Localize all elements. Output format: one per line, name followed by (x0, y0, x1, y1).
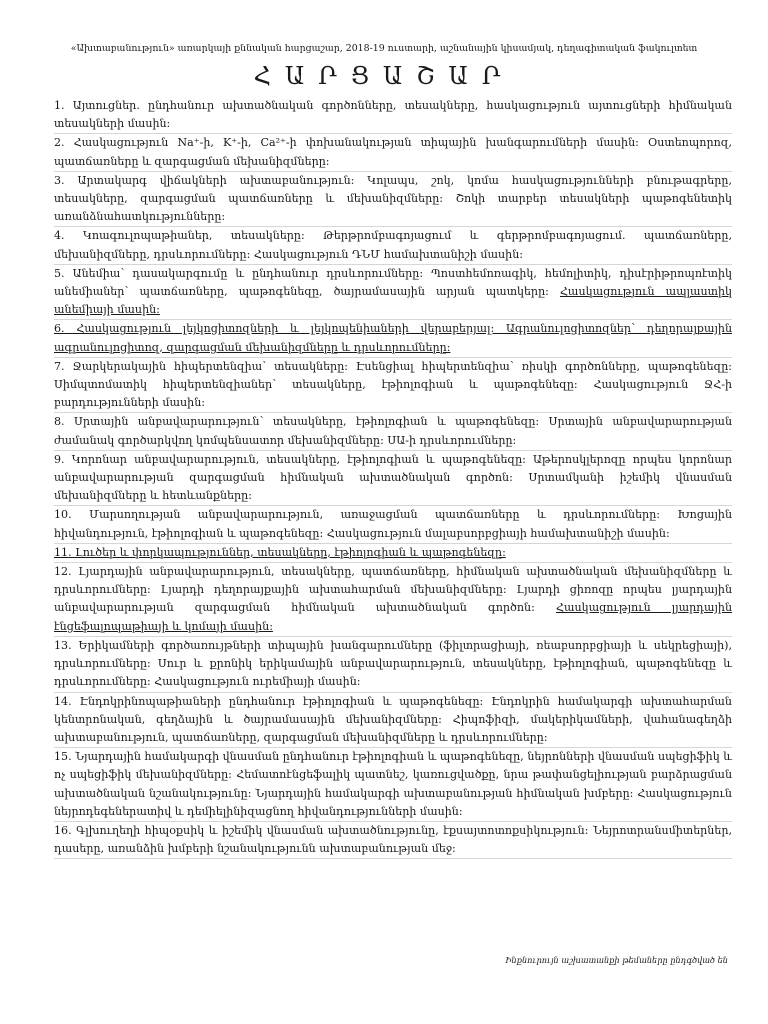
question-text: 2. Հասկացություն Na⁺-ի, K⁺-ի, Ca²⁺-ի փոխանակության տիպային խանգարումների մասին: Օստեոպորոզ, պատճառները և զարգացման մեխանիզմները: (54, 136, 732, 168)
document-header: «Ախտաբանություն» առարկայի քննական հարցաշար, 2018-19 ուստարի, աշնանային կիսամյակ, դեղագիտական ֆակուլտետ (70, 43, 698, 54)
question-item (54, 134, 732, 171)
question-item (54, 506, 732, 543)
question-item (54, 637, 732, 693)
footer-note: Ինքնուրույն աշխատանքի թեմաները ընդգծված են (505, 955, 728, 965)
question-item (54, 97, 732, 134)
question-text: 7. Ջարկերակային հիպերտենզիա՝ տեսակները: Էսենցիալ հիպերտենզիա՝ ռիսկի գործոնները, պաթոգենեզը: Սիմպտոմատիկ հիպերտենզիաներ՝ տեսակները, էթիոլոգիան և պաթոգենեզը: Հասկացություն ՋՀ-ի բարդությունների մասին: (54, 359, 732, 410)
page-title: ՀԱՐՑԱՇԱՐ (253, 62, 515, 90)
question-text: 1. Այտուցներ. ընդհանուր ախտածնական գործոնները, տեսակները, հասկացություն այտուցների հիմնական տեսակների մասին: (54, 99, 732, 131)
question-item (54, 822, 732, 859)
question-item (54, 265, 732, 321)
question-item (54, 451, 732, 507)
underlined-topic: Հասկացություն ապլաստիկ անեմիայի մասին: (54, 285, 733, 317)
question-item (54, 172, 732, 228)
question-text: 14. Էնդոկրինոպաթիաների ընդհանուր էթիոլոգիան և պաթոգենեզը: Էնդոկրին համակարգի ախտահարման կենտրոնական, գեղձային և ծայրամասային մեխանիզմները: Հիպոֆիզի, մակերիկամների, վահանագեղձի ախտաբանություն, պատճառները, զարգացման մեխանիզմները և դրսևորումները: (54, 694, 732, 744)
question-text: 9. Կորոնար անբավարարություն, տեսակները, էթիոլոգիան և պաթոգենեզը: Աթերոսկլերոզը որպես կորոնար անբավարարության զարգացման հիմնական ախտածնական գործոն: Սրտամկանի իշեմիկ վնասման մեխանիզմները և հետևանքները: (54, 452, 732, 503)
question-text: 3. Արտակարգ վիճակների ախտաբանություն: Կոլապս, շոկ, կոմա հասկացությունների բնութագրերը, տեսակները, զարգացման պատճառները և մեխանիզմները: Շոկի տարբեր տեսակների պաթոգենետիկ առանձնահատկությունները: (54, 173, 732, 224)
underlined-topic: Հասկացություն լյարդային էնցեֆալոպաթիայի և կոմայի մասին: (54, 601, 732, 633)
question-item (54, 320, 732, 357)
question-text: 15. Նյարդային համակարգի վնասման ընդհանուր էթիոլոգիան և պաթոգենեզը, նեյրոնների վնասման սպեցիֆիկ և ոչ սպեցիֆիկ մեխանիզմները: Հեմատոէնցեֆալիկ պատնեշ, կառուցվածքը, նրա թափանցելիության բարձրացման ախտածնական նշանակությունը: Նյարդային համակարգի ախտաբանության հիմնական խմբերը: Հասկացություն նեյրոդեգեներատիվ և դեմիելինիզացնող հիվանդությունների մասին: (54, 750, 732, 818)
question-text: 8. Սրտային անբավարարություն՝ տեսակները, էթիոլոգիան և պաթոգենեզը: Սրտային անբավարարության ժամանակ գործարկվող կոմպենսատոր մեխանիզմները: ՍԱ-ի դրսևորումները: (54, 415, 732, 447)
question-item (54, 358, 732, 414)
question-item (54, 413, 732, 450)
question-item (54, 748, 732, 822)
question-text: 4. Կոագուլոպաթիաներ, տեսակները: Թերթրոմբագոյացում և գերթրոմբագոյացում. պատճառները, մեխանիզմները, դրսևորումները: Հասկացություն ԴՆՄ համախտանիշի մասին: (54, 229, 732, 261)
question-item (54, 227, 732, 264)
question-text: 12. Լյարդային անբավարարություն, տեսակները, պատճառները, հիմնական ախտածնական մեխանիզմները և դրսևորումները: Լյարդի դեղորայքային ախտահարման մեխանիզմները: Լյարդի ցիռոզը որպես լյարդային անբավարարության զարգացման հիմնական ախտածնական գործոն: (54, 565, 732, 615)
question-text: 13. Երիկամների գործառույթների տիպային խանգարումները (ֆիլտրացիայի, ռեաբսորբցիայի և սեկրեցիայի), դրսևորումները: Սուր և քրոնիկ երիկամային անբավարարություն, տեսակները, էթիոլոգիան, պաթոգենեզը և դրսևորումները: Հասկացություն ուրեմիայի մասին: (54, 638, 732, 689)
underlined-topic: 6. Հասկացություն լեյկոցիտոզների և լեյկոպենիաների վերաբերյալ: Ագրանուլոցիտոզներ՝ դեղորայքային ագրանուլոցիտոզ, զարգացման մեխանիզմները և դրսևորումները: (54, 322, 732, 354)
question-item (54, 544, 732, 563)
question-text: 16. Գլխուղեղի հիպօքսիկ և իշեմիկ վնասման ախտածնությունը, էքսայտոտոքսիկություն: Նեյրոտրանսմիտերներ, դասերը, առանձին խմբերի նշանակությունն ախտաբանության մեջ: (54, 823, 732, 856)
question-list (54, 97, 732, 859)
question-item (54, 693, 732, 749)
underlined-topic: 11. Լուծեր և փորկապություններ, տեսակները, էթիոլոգիան և պաթոգենեզը: (54, 545, 506, 559)
question-item (54, 563, 732, 637)
question-text: 5. Անեմիա՝ դասակարգումը և ընդհանուր դրսևորումները: Պոստհեմոռագիկ, հեմոլիտիկ, դիսէրիթրոպոէտիկ անեմիաներ՝ պատճառները, պաթոգենեզը, ծայրամասային արյան պատկերը: (54, 266, 732, 299)
question-text: 10. Մարսողության անբավարարություն, առաջացման պատճառները և դրսևորումները: Խոցային հիվանդություն, էթիոլոգիան և պաթոգենեզը: Հասկացություն մալաբսորբցիայի համախտանիշի մասին: (54, 508, 732, 540)
